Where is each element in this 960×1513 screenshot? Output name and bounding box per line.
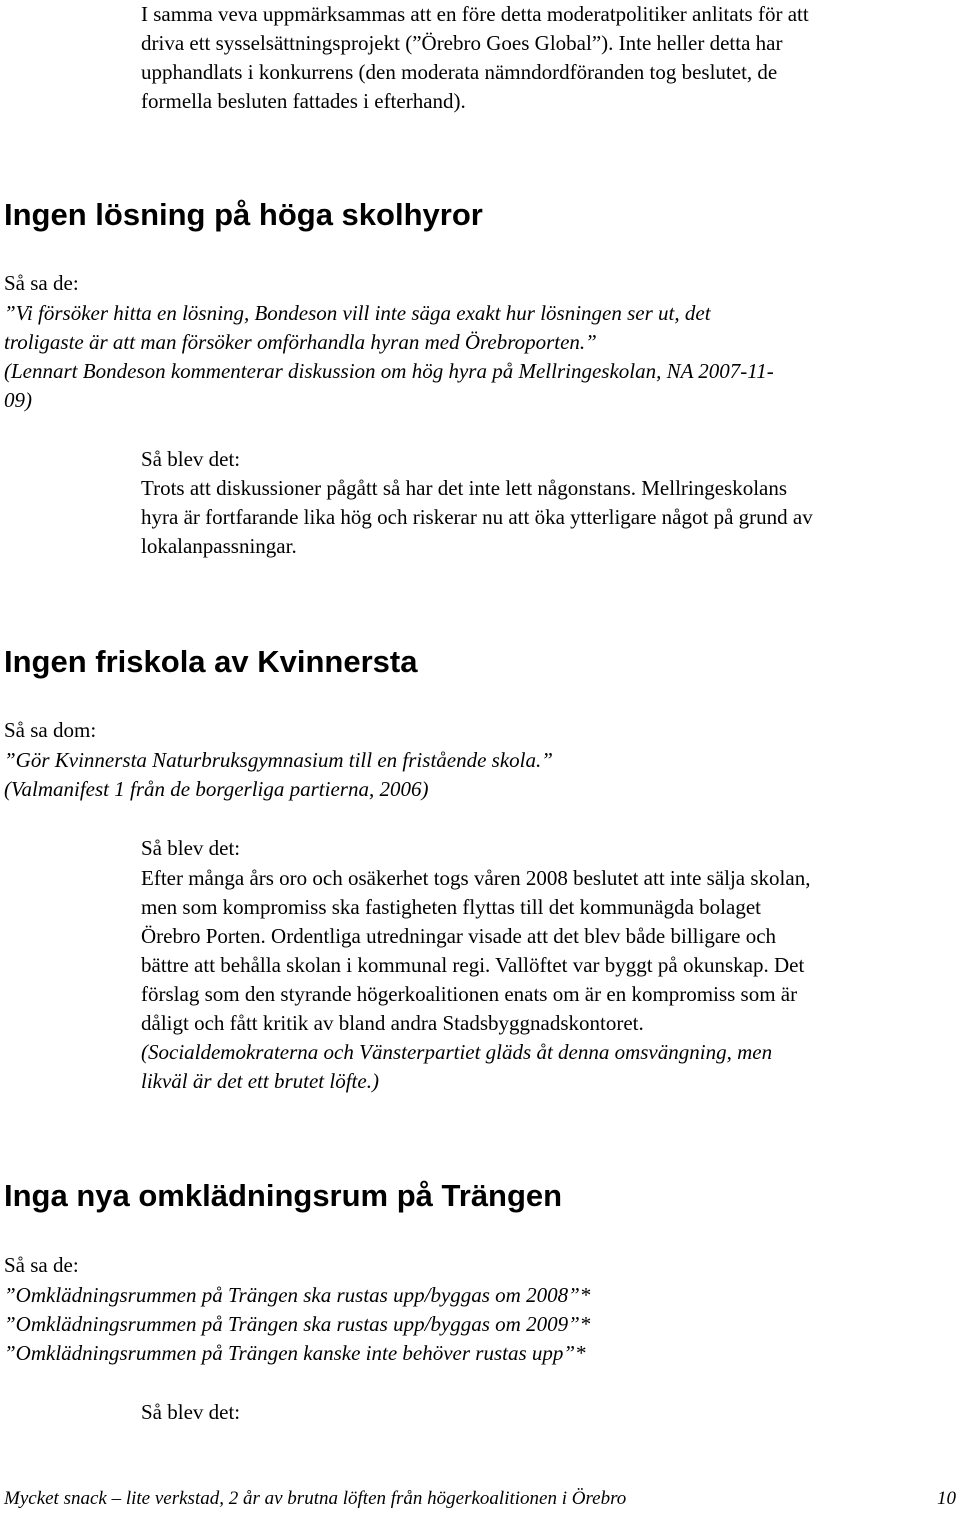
text-line: Trots att diskussioner pågått så har det inte lett någonstans. Mellringeskolans bbox=[141, 476, 788, 500]
quote-line: ”Omklädningsrummen på Trängen ska rustas upp/byggas om 2009”* bbox=[4, 1312, 591, 1336]
quote-line: ”Omklädningsrummen på Trängen kanske inte behöver rustas upp”* bbox=[4, 1341, 586, 1365]
footer-title: Mycket snack – lite verkstad, 2 år av brutna löften från högerkoalitionen i Örebro bbox=[4, 1488, 627, 1509]
quote bbox=[4, 1281, 590, 1368]
text-line: formella besluten fattades i efterhand). bbox=[141, 89, 466, 113]
section-heading-skolhyror: Ingen lösning på höga skolhyror bbox=[4, 197, 483, 232]
section-heading-kvinnersta: Ingen friskola av Kvinnersta bbox=[4, 644, 418, 679]
intro-paragraph bbox=[141, 0, 809, 116]
comment-paragraph bbox=[141, 1038, 772, 1096]
text-line: förslag som den styrande högerkoalitionen enats om är en kompromiss som är bbox=[141, 982, 798, 1006]
quote bbox=[4, 746, 553, 775]
text-line: bättre att behålla skolan i kommunal regi. Vallöftet var byggt på okunskap. Det bbox=[141, 953, 805, 977]
said-label: Så sa de: bbox=[4, 1253, 79, 1277]
source-line: (Lennart Bondeson kommenterar diskussion om hög hyra på Mellringeskolan, NA 2007-11- bbox=[4, 359, 774, 383]
became-label: Så blev det: bbox=[141, 447, 241, 471]
quote-line: ”Gör Kvinnersta Naturbruksgymnasium till en fristående skola.” bbox=[4, 748, 553, 772]
quote-source bbox=[4, 775, 428, 804]
text-line: Örebro Porten. Ordentliga utredningar visade att det blev både billigare och bbox=[141, 924, 777, 948]
text-line: dåligt och fått kritik av bland andra Stadsbyggnadskontoret. bbox=[141, 1011, 644, 1035]
said-label: Så sa de: bbox=[4, 271, 79, 295]
quote-line: ”Vi försöker hitta en lösning, Bondeson vill inte säga exakt hur lösningen ser ut, det bbox=[4, 301, 711, 325]
quote-line: troligaste är att man försöker omförhandla hyran med Örebroporten.” bbox=[4, 330, 597, 354]
text-line: men som kompromiss ska fastigheten flyttas till det kommunägda bolaget bbox=[141, 895, 761, 919]
said-label: Så sa dom: bbox=[4, 718, 97, 742]
quote-line: ”Omklädningsrummen på Trängen ska rustas upp/byggas om 2008”* bbox=[4, 1283, 591, 1307]
result-paragraph bbox=[141, 474, 813, 561]
quote-source bbox=[4, 357, 774, 415]
text-line: I samma veva uppmärksammas att en före detta moderatpolitiker anlitats för att bbox=[141, 2, 809, 26]
became-label: Så blev det: bbox=[141, 1400, 241, 1424]
text-line: hyra är fortfarande lika hög och riskerar nu att öka ytterligare något på grund av bbox=[141, 505, 813, 529]
source-line: 09) bbox=[4, 388, 32, 412]
became-label: Så blev det: bbox=[141, 836, 241, 860]
text-line: driva ett sysselsättningsprojekt (”Örebro Goes Global”). Inte heller detta har bbox=[141, 31, 783, 55]
comment-line: likväl är det ett brutet löfte.) bbox=[141, 1069, 379, 1093]
source-line: (Valmanifest 1 från de borgerliga partierna, 2006) bbox=[4, 777, 429, 801]
page-number: 10 bbox=[937, 1488, 956, 1509]
text-line: Efter många års oro och osäkerhet togs våren 2008 beslutet att inte sälja skolan, bbox=[141, 866, 811, 890]
comment-line: (Socialdemokraterna och Vänsterpartiet gläds åt denna omsvängning, men bbox=[141, 1040, 773, 1064]
section-heading-omkladningsrum: Inga nya omklädningsrum på Trängen bbox=[4, 1178, 563, 1213]
quote bbox=[4, 299, 711, 357]
text-line: lokalanpassningar. bbox=[141, 534, 297, 558]
text-line: upphandlats i konkurrens (den moderata nämndordföranden tog beslutet, de bbox=[141, 60, 778, 84]
result-paragraph bbox=[141, 864, 810, 1038]
